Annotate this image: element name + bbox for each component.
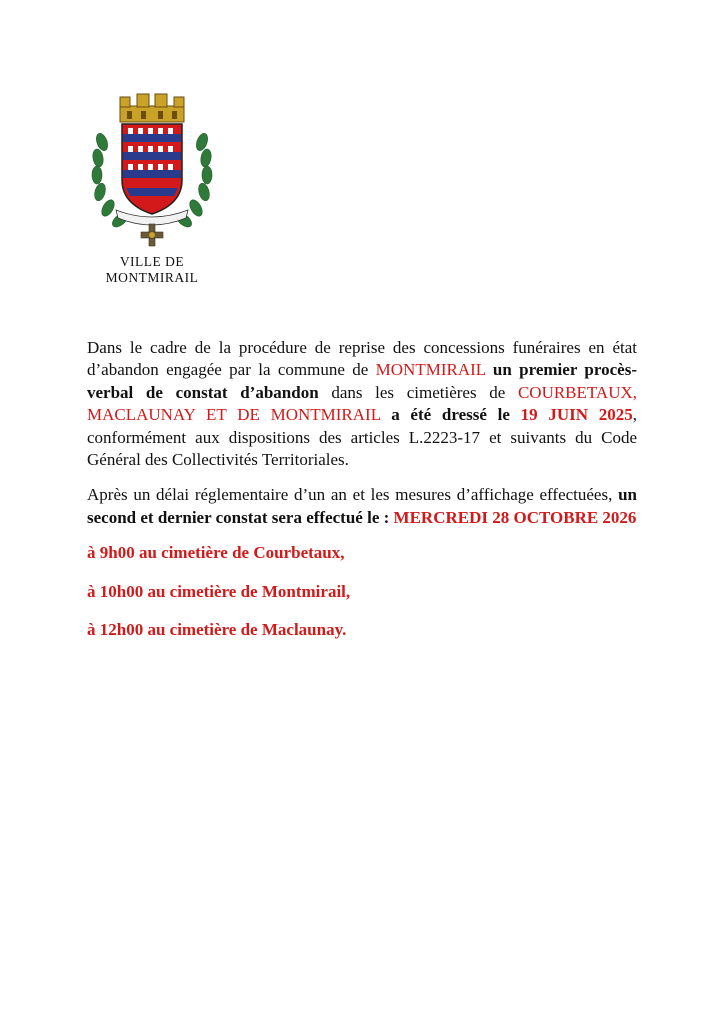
notice-body xyxy=(87,337,637,641)
p1-space-2 xyxy=(380,405,391,424)
schedule-item-courbetaux: à 9h00 au cimetière de Courbetaux, xyxy=(87,543,345,563)
cemetery-names: COURBETAUX, MACLAUNAY ET DE MONTMIRAIL xyxy=(87,382,638,425)
p2-text-1: Après un délai réglementaire d’un an et les mesures d’affichage effectuées, xyxy=(87,485,619,505)
p1-text-1: Dans le cadre de la procédure de reprise des concessions funéraires en état d’abandon engagée par la commune de xyxy=(87,338,637,380)
notice-paragraph-1 xyxy=(87,337,637,471)
second-report-label: un second et dernier constat sera effectué le : xyxy=(87,485,637,527)
commune-name: MONTMIRAIL xyxy=(375,360,486,380)
schedule-item-montmirail: à 10h00 au cimetière de Montmirail, xyxy=(87,581,351,601)
coat-of-arms-icon xyxy=(86,92,218,252)
town-name xyxy=(82,254,222,286)
drawn-up-label: a été dressé le xyxy=(391,405,510,425)
p1-space-3 xyxy=(510,405,521,424)
town-logo xyxy=(82,92,222,286)
p1-text-6: , conformément aux dispositions des articles L.2223-17 et suivants du Code Général des Collectivités Territoriales. xyxy=(87,405,638,470)
first-report-date: 19 JUIN 2025 xyxy=(520,405,633,425)
schedule-item-maclaunay: à 12h00 au cimetière de Maclaunay. xyxy=(87,620,347,640)
p1-space-1 xyxy=(486,360,493,379)
p1-text-3: dans les cimetières de xyxy=(318,382,518,402)
town-name-line1: VILLE DE xyxy=(119,254,185,269)
notice-paragraph-2 xyxy=(87,484,637,529)
town-name-line2: MONTMIRAIL xyxy=(105,270,199,285)
second-report-date: MERCREDI 28 OCTOBRE 2026 xyxy=(393,507,637,527)
first-report-label: un premier procès-verbal de constat d’abandon xyxy=(87,360,637,402)
